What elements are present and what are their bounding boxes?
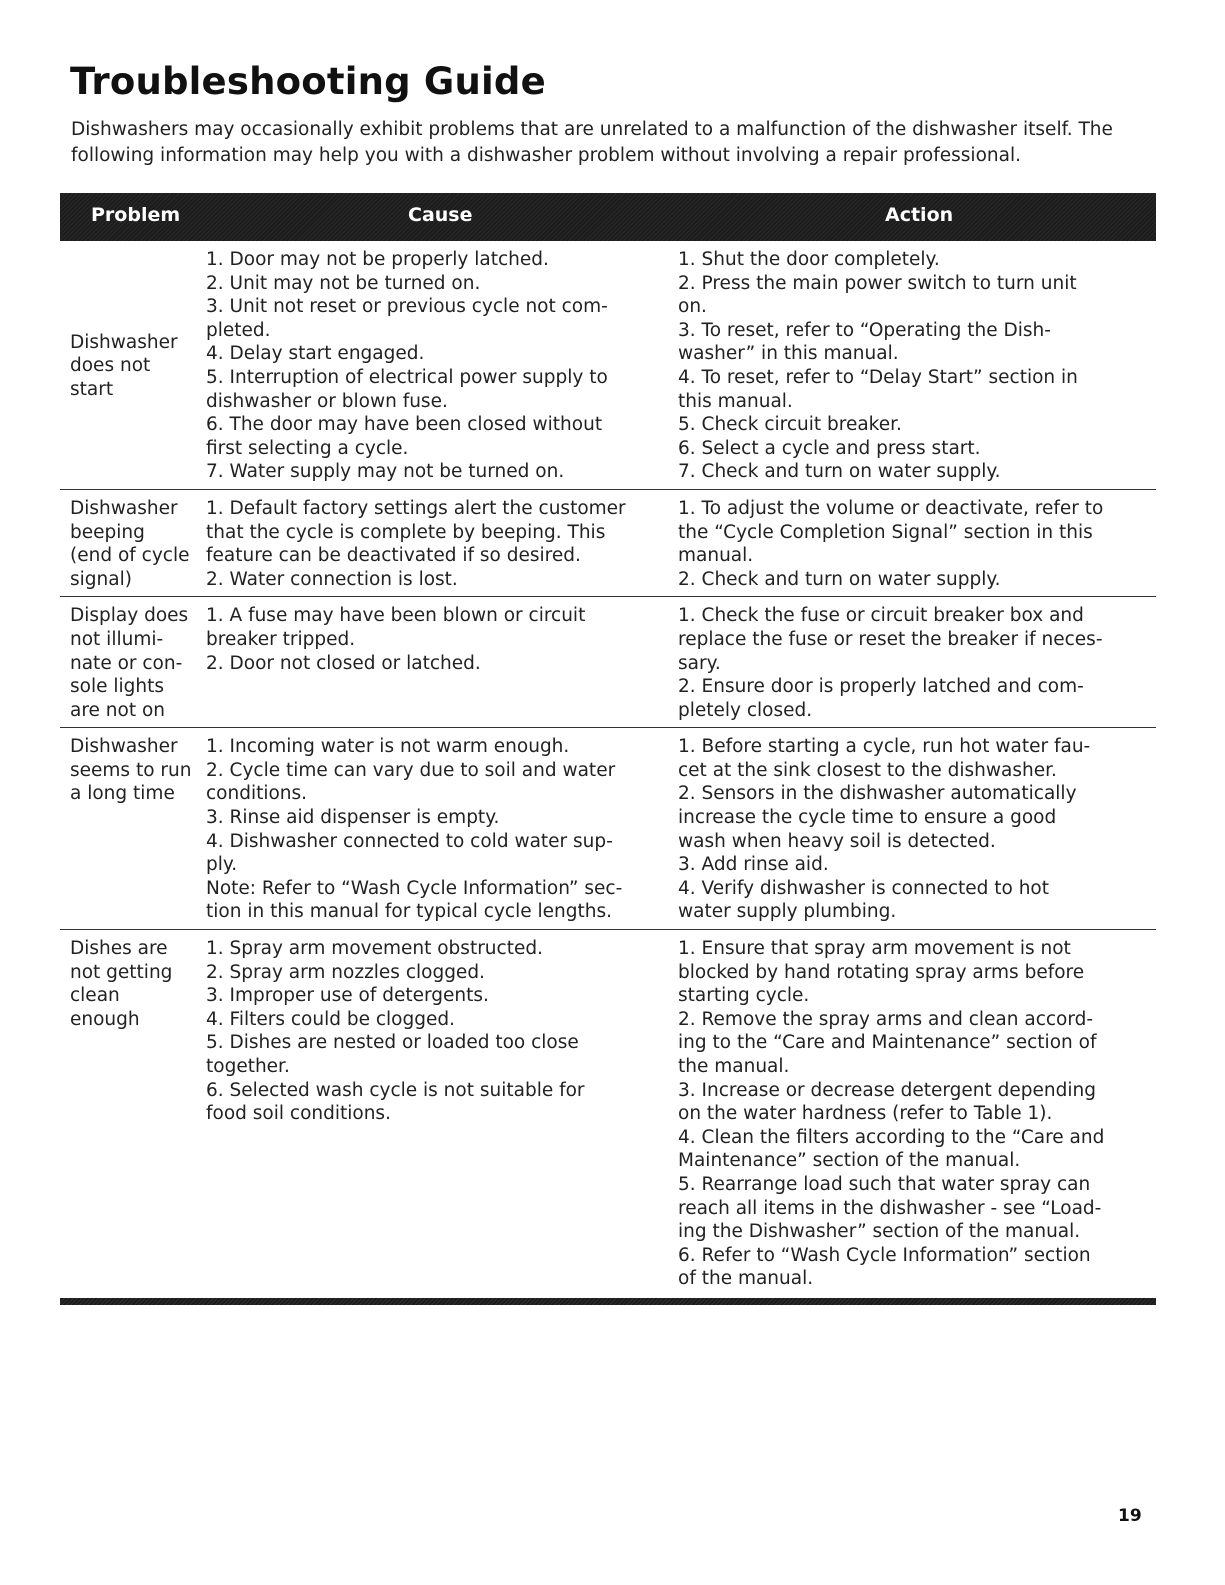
action-text: 1. Shut the door completely. 2. Press the main power switch to turn unit on. 3. To reset, refer to “Operating the Dish- washer” in this manual. 4. To reset, refer to “Delay Start” section in this manual. 5. Check circuit breaker. 6. Select a cycle and press start. 7. Check and turn on water supply. [678, 249, 1078, 483]
cause-text: 1. A fuse may have been blown or circuit breaker tripped. 2. Door not closed or latched. [206, 605, 586, 674]
problem-text: Dishwasher beeping (end of cycle signal) [70, 497, 190, 590]
cause-text: 1. Incoming water is not warm enough. 2. Cycle time can vary due to soil and water conditions. 3. Rinse aid dispenser is empty. 4. Dishwasher connected to cold water sup- ply. Note: Refer to “Wash Cycle Information” sec- tion in this manual for typical cycle lengths. [206, 736, 623, 923]
cause-cell [193, 497, 668, 591]
problem-cell [60, 937, 193, 1291]
action-cell [668, 937, 1156, 1291]
table-row [60, 241, 1156, 490]
action-text: 1. Ensure that spray arm movement is not blocked by hand rotating spray arms before starting cycle. 2. Remove the spray arms and clean accord- ing to the “Care and Maintenance” section of the manual. 3. Increase or decrease detergent depending on the water hardness (refer to Table 1). 4. Clean the filters according to the “Care and Maintenance” section of the manual. 5. Rearrange load such that water spray can reach all items in the dishwasher - see “Load- ing the Dishwasher” section of the manual. 6. Refer to “Wash Cycle Information” section of the manual. [678, 938, 1105, 1290]
table-row [60, 597, 1156, 728]
cause-cell [193, 604, 668, 722]
intro-paragraph: Dishwashers may occasionally exhibit problems that are unrelated to a malfunction of the dishwasher itself. The following information may help you with a dishwasher problem without involving a repair professional. [71, 119, 1113, 166]
problem-text: Display does not illumi- nate or con- sole lights are not on [70, 605, 189, 721]
header-cause: Cause [408, 204, 473, 226]
problem-cell [60, 604, 193, 722]
table-row [60, 930, 1156, 1296]
page-number: 19 [1118, 1506, 1142, 1526]
cause-cell [193, 248, 668, 484]
action-text: 1. Before starting a cycle, run hot water fau- cet at the sink closest to the dishwasher. 2. Sensors in the dishwasher automatically increase the cycle time to ensure a good wash when heavy soil is detected. 3. Add rinse aid. 4. Verify dishwasher is connected to hot water supply plumbing. [678, 736, 1091, 923]
table-bottom-rule [60, 1298, 1156, 1305]
cause-cell [193, 937, 668, 1291]
problem-text: Dishes are not getting clean enough [70, 938, 173, 1030]
action-cell [668, 735, 1156, 924]
header-problem: Problem [91, 204, 181, 226]
problem-cell [60, 248, 193, 484]
header-action: Action [885, 204, 954, 226]
problem-cell [60, 735, 193, 924]
table-header [60, 193, 1156, 241]
problem-text: Dishwasher seems to run a long time [70, 736, 192, 805]
cause-cell [193, 735, 668, 924]
table-row [60, 490, 1156, 597]
troubleshooting-table [60, 193, 1156, 1305]
action-cell [668, 248, 1156, 484]
problem-text: Dishwasher does not start [70, 331, 178, 400]
cause-text: 1. Spray arm movement obstructed. 2. Spray arm nozzles clogged. 3. Improper use of detergents. 4. Filters could be clogged. 5. Dishes are nested or loaded too close together. 6. Selected wash cycle is not suitable for food soil conditions. [206, 938, 585, 1125]
action-text: 1. To adjust the volume or deactivate, refer to the “Cycle Completion Signal” section in this manual. 2. Check and turn on water supply. [678, 497, 1104, 590]
page-title: Troubleshooting Guide [70, 60, 546, 103]
problem-cell [60, 497, 193, 591]
action-text: 1. Check the fuse or circuit breaker box and replace the fuse or reset the breaker if neces- sary. 2. Ensure door is properly latched and com- pletely closed. [678, 605, 1103, 721]
cause-text: 1. Door may not be properly latched. 2. Unit may not be turned on. 3. Unit not reset or previous cycle not com- pleted. 4. Delay start engaged. 5. Interruption of electrical power supply to dishwasher or blown fuse. 6. The door may have been closed without first selecting a cycle. 7. Water supply may not be turned on. [206, 249, 608, 483]
action-cell [668, 497, 1156, 591]
table-row [60, 728, 1156, 930]
action-cell [668, 604, 1156, 722]
cause-text: 1. Default factory settings alert the customer that the cycle is complete by beeping. This feature can be deactivated if so desired. 2. Water connection is lost. [206, 497, 626, 590]
